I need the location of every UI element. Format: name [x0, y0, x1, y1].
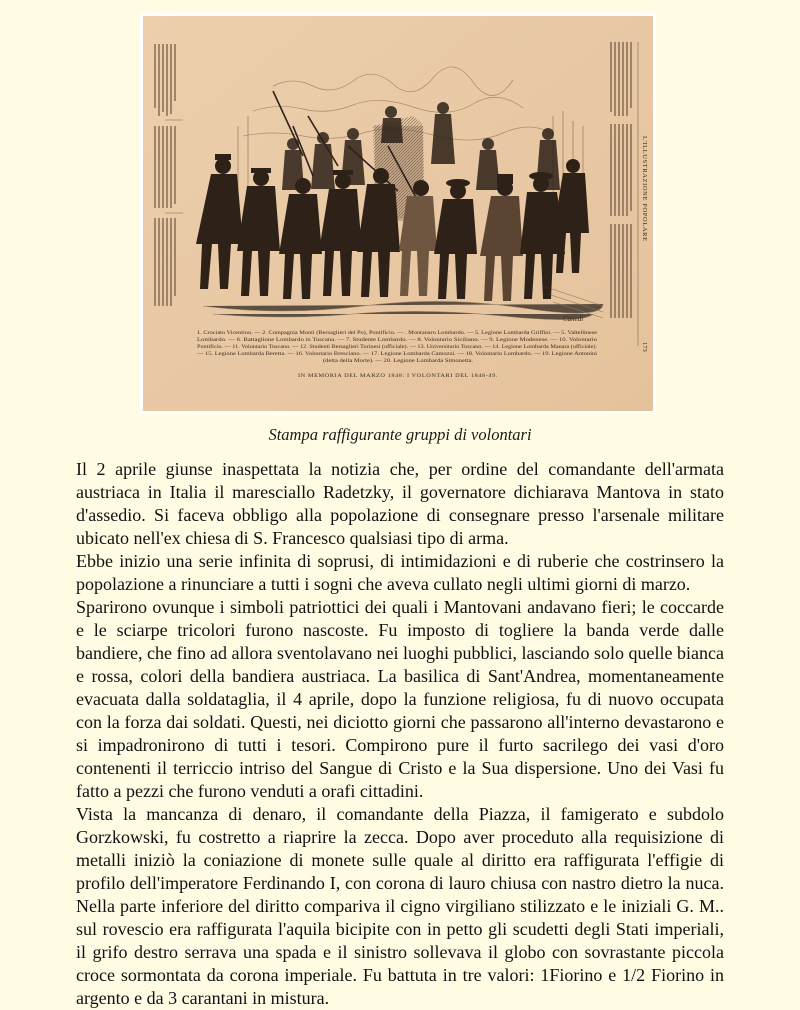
- artist-signature: Canedi: [563, 315, 584, 323]
- engraving-illustration: [143, 16, 653, 411]
- paragraph: Vista la mancanza di denaro, il comandante della Piazza, il famigerato e subdolo Gorzkowski, fu costretto a riaprire la zecca. Dopo aver proceduto alla requisizione di metalli iniziò la coniazione di monete sulle quale al diritto era raffigurata l'effigie di profilo dell'imperatore Ferdinando I, con corona di lauro chiusa con nastro dietro la nuca. Nella parte inferiore del diritto compariva il cigno virgiliano stilizzato e le iniziali G. M.. sul rovescio era raffigurata l'aquila bicipite con in petto gli scudetti degli Stati imperiali, il grifo destro serrava una spada e il sinistro sollevava il globo con sovrastante piccola croce sormontata da corona imperiale. Fu battuta in tre valori: 1Fiorino e 1/2 Fiorino in argento e da 3 carantani in mistura.: [76, 804, 724, 1008]
- paragraph: Sparirono ovunque i simboli patriottici dei quali i Mantovani andavano fieri; le coccarde e le sciarpe tricolori furono nascoste. Fu imposto di togliere la banda verde dalle bandiere, che fino ad allora sventolavano nei luoghi pubblici, lasciando solo quelle bianca e rossa, colori della bandiera austriaca. La basilica di Sant'Andrea, momentaneamente evacuata dalla soldataglia, il 4 aprile, dopo la funzione religiosa, fu di nuovo occupata con la forza dai soldati. Questi, nei diciotto giorni che passarono all'interno devastarono e si impadronirono di tutti i tesori. Compirono pure il furto sacrilego dei vasi d'oro contenenti il terriccio intriso del Sangue di Cristo e la Sua dispersione. Uno dei Vasi fu fatto a pezzi che furono venduti a orafi cittadini.: [76, 597, 724, 801]
- paragraph: Ebbe inizio una serie infinita di soprusi, di intimidazioni e di ruberie che costrinsero la popolazione a rinunciare a tutti i sogni che aveva cullato negli ultimi giorni di marzo.: [76, 551, 724, 594]
- paragraph: Il 2 aprile giunse inaspettata la notizia che, per ordine del comandante dell'armata austriaca in Italia il maresciallo Radetzky, il governatore dichiarava Mantova in stato d'assedio. Si faceva obbligo alla popolazione di consegnare presso l'arsenale militare ubicato nell'ex chiesa di S. Francesco qualsiasi tipo di arma.: [76, 459, 724, 548]
- svg-text:Lombardo. — 6. Battaglione Lom: Lombardo. — 6. Battaglione Lombardo in Toscana. — 7. Studente Lombardo. — 8. Volontario Siciliano. — 9. Legione Modenese. — 10. Volontario: [197, 337, 598, 343]
- svg-text:Pontificio. — 11. Volontario T: Pontificio. — 11. Volontario Toscano. — 12. Studenti Bersaglieri Torinesi (ufficiale). — 13. Universitario Toscano. — 14. Legione Lombarda Manara (ufficiale).: [197, 344, 533, 350]
- figure-caption: Stampa raffigurante gruppi di volontari: [268, 425, 532, 444]
- article-body: [76, 458, 724, 1010]
- engraving-page-number: 173: [641, 342, 648, 352]
- engraving-subtitle: IN MEMORIA DEL MARZO 1848: I VOLONTARI DEL 1848-49.: [298, 373, 499, 379]
- engraving-image: [143, 16, 653, 411]
- svg-text:(detta della Morte). — 20. Leg: (detta della Morte). — 20. Legione Lombarda Simonetta.: [323, 358, 442, 364]
- svg-text:1. Crociato Vicentino. — 2. Co: 1. Crociato Vicentino. — 2. Compagnia Monti (Bersaglieri del Po), Pontificio. — . Montanaro Lombardo. — 5. Legione Lombarda Griffini. — 5. Valtellinese: [197, 330, 526, 336]
- article-figure: [140, 13, 656, 414]
- engraving-header: L'ILLUSTRAZIONE POPOLARE: [641, 136, 648, 242]
- svg-text:— 15. Legione Lombarda Beretta: — 15. Legione Lombarda Beretta. — 16. Volontario Bresciano. — 17. Legione Lombarda Camozzi. — 18. Volontario Lombardo. — 19. Legione Antonini: [195, 351, 598, 357]
